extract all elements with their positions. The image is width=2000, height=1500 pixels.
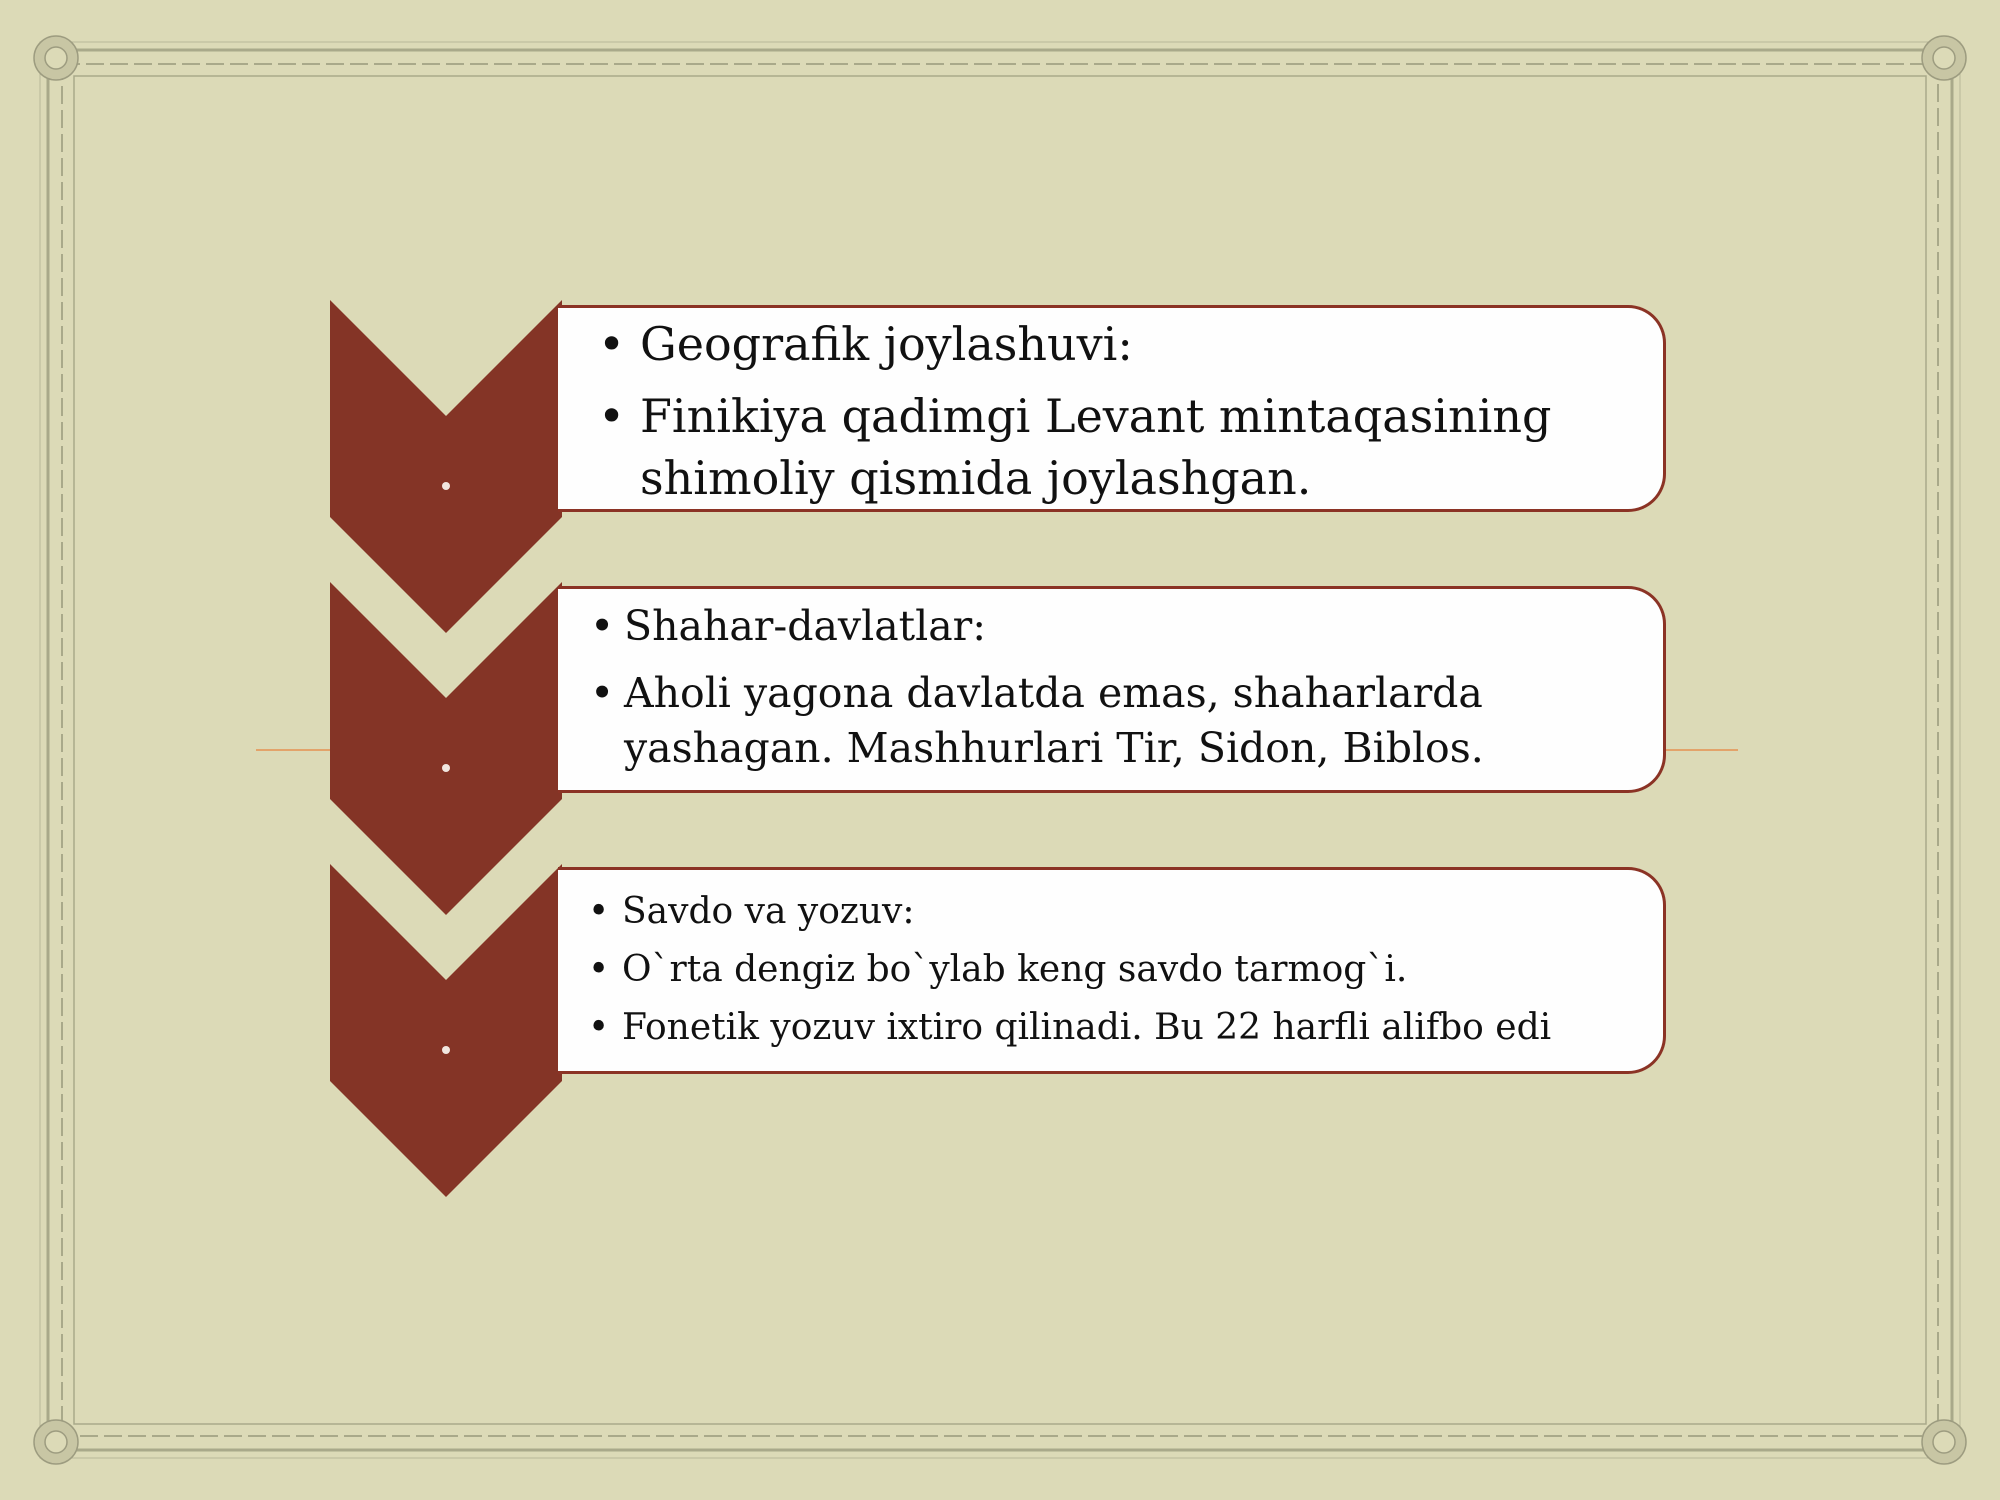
step-2-item-1: • Shahar-davlatlar: xyxy=(590,599,1643,654)
step-2-item-2: • Aholi yagona davlatda emas, shaharlarda yashagan. Mashhurlari Tir, Sidon, Biblos. xyxy=(590,666,1643,776)
step-3-box xyxy=(558,867,1666,1074)
step-3-list xyxy=(588,888,1643,1052)
step-1-list xyxy=(598,313,1643,509)
step-1-item-1: • Geografik joylashuvi: xyxy=(598,313,1643,375)
chevron-column xyxy=(330,300,562,1200)
chevron-1-dot xyxy=(442,482,450,490)
step-3-item-2: • O`rta dengiz bo`ylab keng savdo tarmog`i. xyxy=(588,946,1643,994)
step-3-item-1: • Savdo va yozuv: xyxy=(588,888,1643,936)
step-1-box xyxy=(558,305,1666,512)
chevron-1 xyxy=(330,300,562,633)
guide-line-right xyxy=(1666,749,1738,751)
guide-line-left xyxy=(256,749,336,751)
chevron-3-dot xyxy=(442,1046,450,1054)
step-2-box xyxy=(558,586,1666,793)
step-2-list xyxy=(590,599,1643,776)
step-3-item-3: • Fonetik yozuv ixtiro qilinadi. Bu 22 harfli alifbo edi xyxy=(588,1004,1643,1052)
step-1-item-2: • Finikiya qadimgi Levant mintaqasining shimoliy qismida joylashgan. xyxy=(598,385,1643,509)
chevron-2-dot xyxy=(442,764,450,772)
